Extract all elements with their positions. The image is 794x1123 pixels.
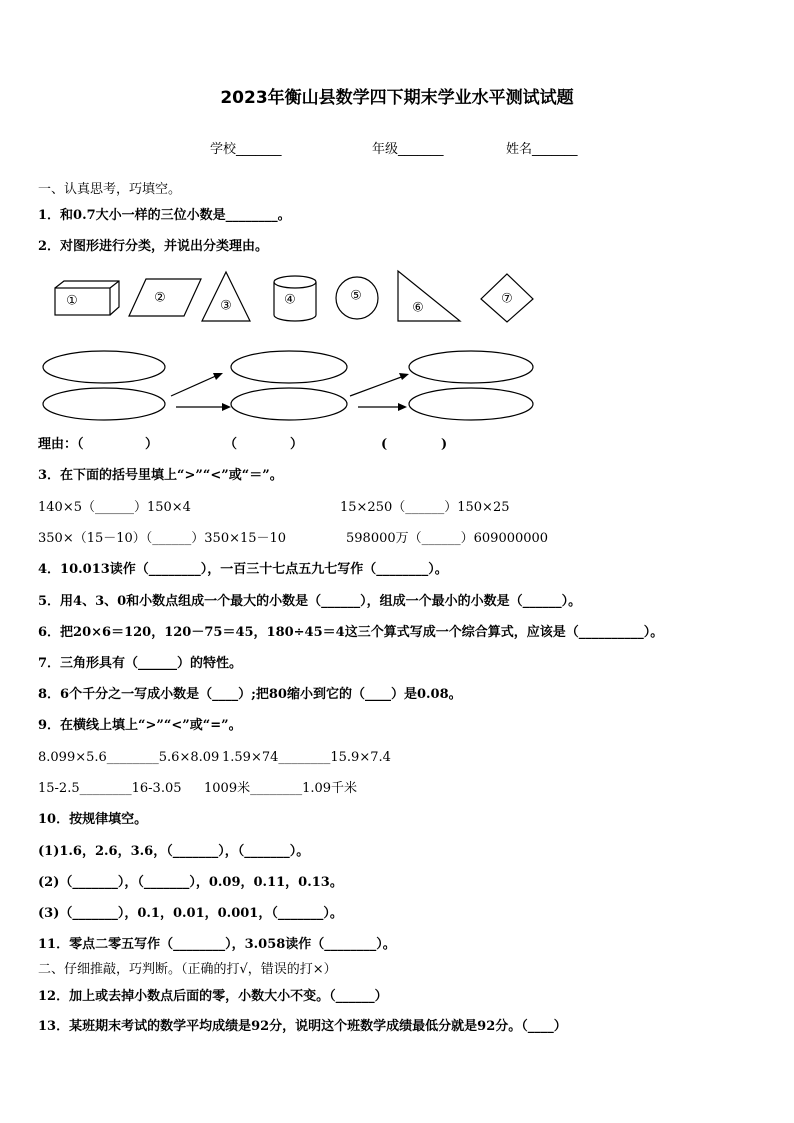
- shape-label-2: ②: [154, 290, 166, 306]
- question-7: 7．三角形具有（______）的特性。: [38, 656, 243, 671]
- category-ellipse: [43, 351, 165, 383]
- question-10: 10．按规律填空。: [38, 812, 148, 827]
- right-triangle-shape: [398, 271, 460, 321]
- question-9b: 1.59×74________15.9×7.4: [222, 750, 391, 765]
- reason-paren: ): [441, 437, 448, 452]
- category-ellipse: [231, 388, 347, 420]
- question-3c: 350×（15－10）（______）350×15－10: [38, 531, 287, 546]
- school-field[interactable]: 学校_______: [210, 142, 282, 157]
- question-4: 4．10.013读作（________），一百三十七点五九七写作（________）。: [38, 562, 448, 577]
- category-ellipse: [231, 351, 347, 383]
- category-ellipse: [409, 388, 533, 420]
- question-3d: 598000万（______）609000000: [346, 531, 549, 546]
- question-3b: 15×250（______）150×25: [340, 500, 510, 515]
- reason-label: 理由：（: [38, 437, 84, 452]
- question-2: 2．对图形进行分类，并说出分类理由。: [38, 239, 269, 254]
- page-title: 2023年衡山县数学四下期末学业水平测试试题: [220, 88, 574, 108]
- shape-label-4: ④: [284, 292, 296, 308]
- question-6: 6．把20×6＝120，120－75＝45，180÷45＝4这三个算式写成一个综合算式，应该是（__________）。: [38, 625, 664, 640]
- question-9d: 1009米________1.09千米: [204, 781, 358, 796]
- question-9a: 8.099×5.6________5.6×8.09: [38, 750, 220, 765]
- question-1: 1．和0.7大小一样的三位小数是________。: [38, 208, 291, 223]
- section-1-heading: 一、认真思考，巧填空。: [38, 182, 182, 197]
- name-field[interactable]: 姓名_______: [506, 142, 578, 157]
- question-12: 12．加上或去掉小数点后面的零，小数大小不变。（______）: [38, 989, 388, 1004]
- arrow: [171, 375, 218, 396]
- shape-label-5: ⑤: [350, 288, 362, 304]
- shape-label-1: ①: [66, 293, 78, 309]
- reason-paren: ）: [145, 437, 159, 452]
- arrow: [350, 376, 404, 396]
- grade-field[interactable]: 年级_______: [372, 142, 444, 157]
- reason-paren: ）: [290, 437, 304, 452]
- question-8: 8．6个千分之一写成小数是（____）;把80缩小到它的（____）是0.08。: [38, 687, 462, 702]
- question-10-2: (2)（_______），（_______），0.09，0.11，0.13。: [38, 875, 343, 890]
- cuboid-shape: [55, 281, 119, 315]
- reason-paren: （: [224, 437, 238, 452]
- question-10-1: (1)1.6，2.6，3.6，（_______），（_______）。: [38, 844, 310, 859]
- question-11: 11．零点二零五写作（________），3.058读作（________）。: [38, 937, 396, 952]
- section-2-heading: 二、仔细推敲，巧判断。（正确的打√，错误的打×）: [38, 962, 337, 977]
- question-9c: 15-2.5________16-3.05: [38, 781, 182, 796]
- category-ellipse: [409, 351, 533, 383]
- question-3: 3．在下面的括号里填上“>”“<”或“＝”。: [38, 468, 283, 483]
- category-ellipse: [43, 388, 165, 420]
- reason-paren: (: [381, 437, 388, 452]
- question-5: 5．用4、3、0和小数点组成一个最大的小数是（______），组成一个最小的小数是（______）。: [38, 594, 582, 609]
- triangle-shape: [202, 272, 250, 321]
- question-9: 9．在横线上填上“>”“<”或“=”。: [38, 718, 242, 733]
- question-3a: 140×5（______）150×4: [38, 500, 191, 515]
- shape-label-7: ⑦: [501, 291, 513, 307]
- question-10-3: (3)（_______），0.1，0.01，0.001，（_______）。: [38, 906, 343, 921]
- question-13: 13．某班期末考试的数学平均成绩是92分，说明这个班数学成绩最低分就是92分。（____）: [38, 1019, 567, 1034]
- shape-label-6: ⑥: [412, 300, 424, 316]
- shape-label-3: ③: [220, 298, 232, 314]
